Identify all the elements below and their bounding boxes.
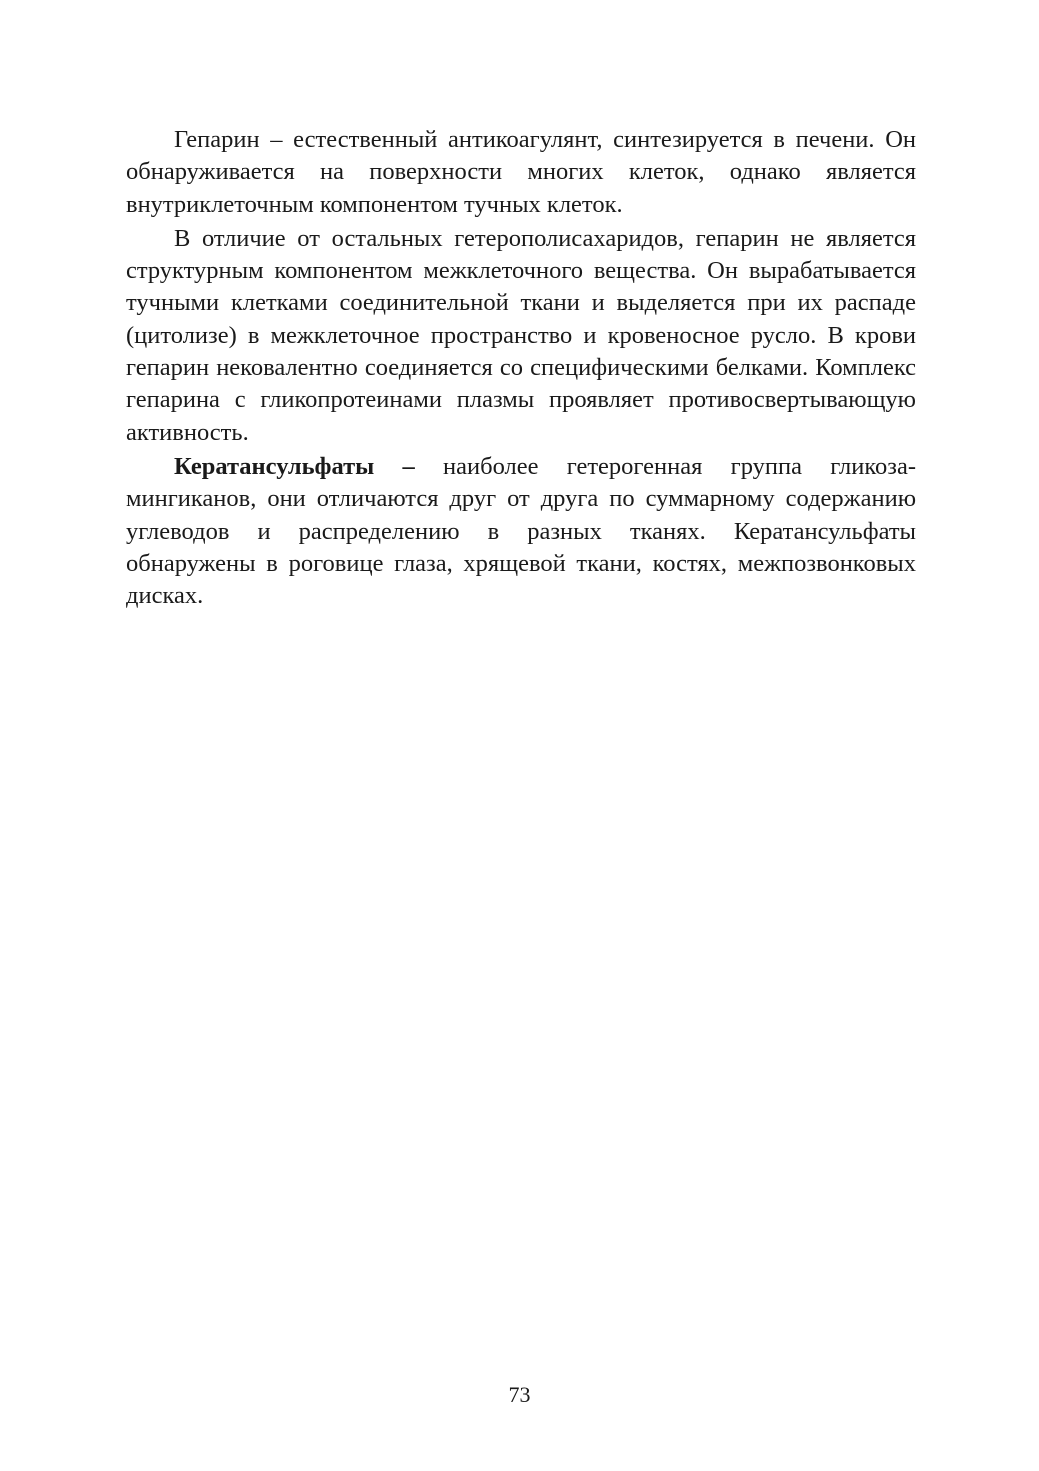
paragraph-heparin-function [126, 223, 916, 449]
paragraph-keratan-sulfates [126, 451, 916, 612]
page-number: 73 [508, 1382, 531, 1407]
paragraph-heparin [126, 124, 916, 221]
paragraph-text: Гепарин – естественный антикоагулянт, синтезируется в печени. Он обнаруживается на поверхности многих клеток, однако является внутриклеточным компонентом тучных клеток. [126, 126, 916, 218]
paragraph-text: В отличие от остальных гетерополисахаридов, гепарин не является структурным компонентом межклеточного вещества. Он вырабатывается тучными клетками соединительной ткани и выделяется при их распаде (цитолизе) в межклеточное пространство и кровеносное русло. В крови гепарин нековалентно соединяется со специфическими белками. Комплекс гепарина с гликопротеинами плазмы проявляет противосвертывающую активность. [126, 224, 916, 446]
body-text [126, 124, 916, 614]
paragraph-term: Кератансульфаты – [174, 452, 415, 480]
paragraph-text: наиболее гетерогенная группа гликозамингиканов, они отличаются друг от друга по суммарному содержанию углеводов и распределению в разных тканях. Кератансульфаты обнаружены в роговице глаза, хрящевой ткани, костях, межпозвонковых дисках. [126, 452, 916, 610]
